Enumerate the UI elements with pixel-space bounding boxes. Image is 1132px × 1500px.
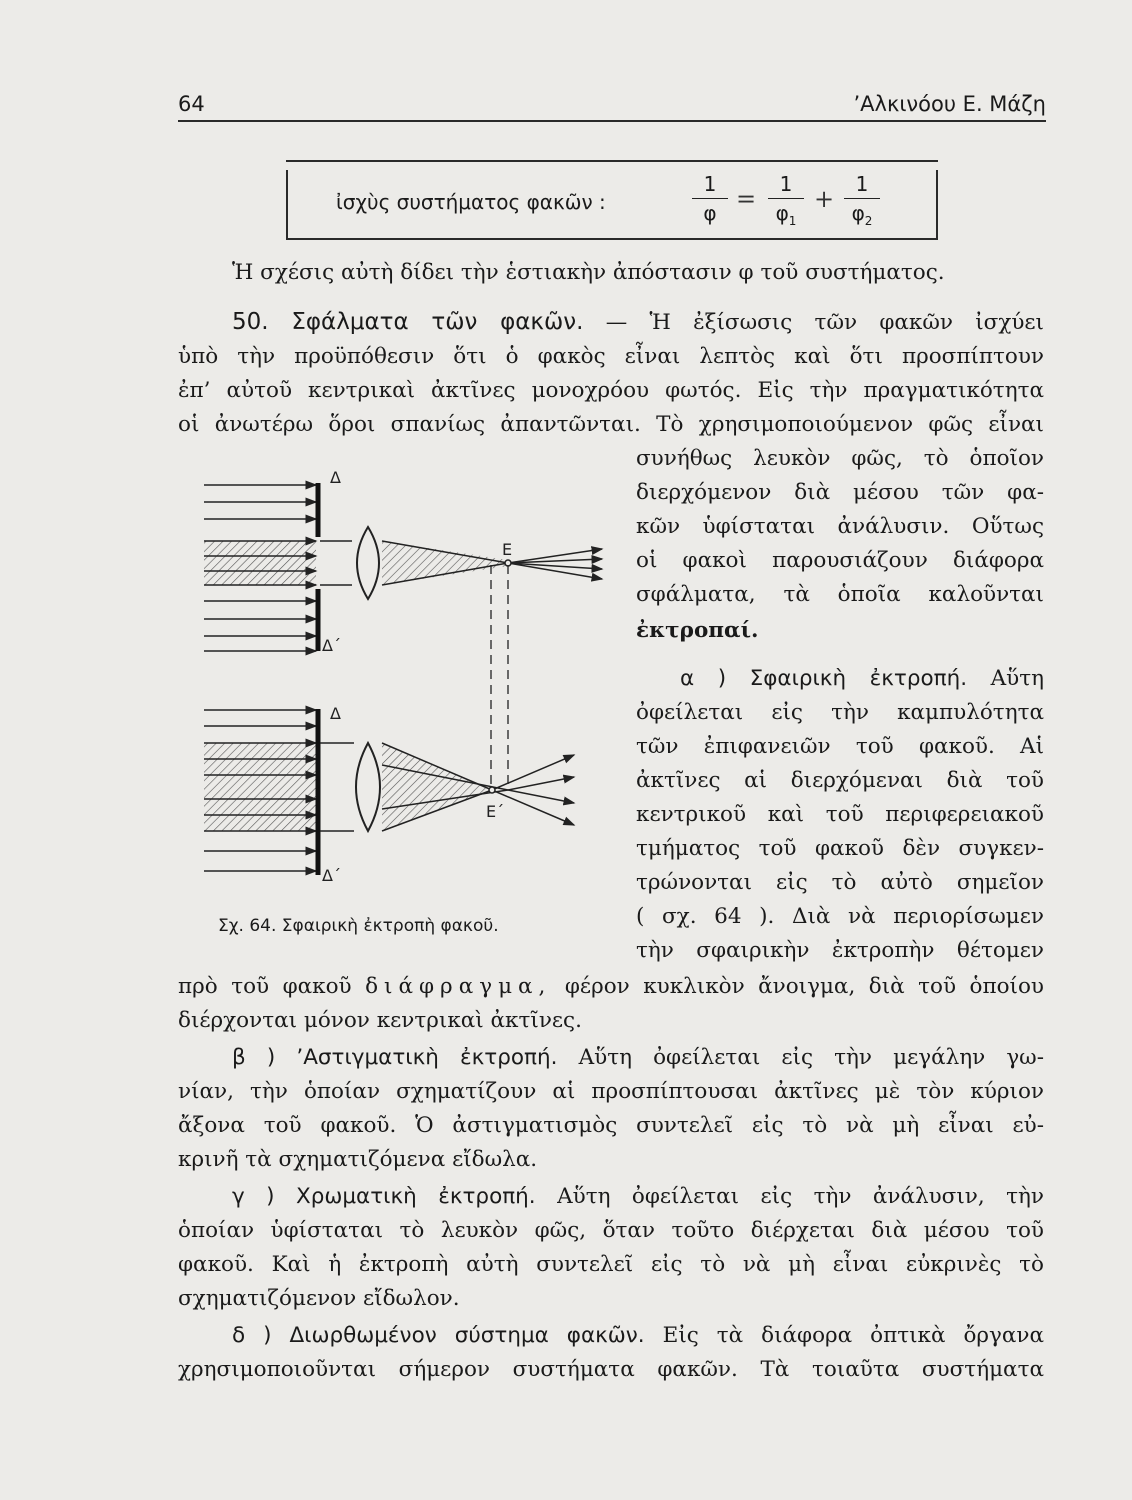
subsection-beta-heading: β ) ’Αστιγματικὴ ἐκτροπή. Αὕτη ὀφείλεται εἰς τὴν μεγάλην γω- [232,1045,1044,1070]
label-E: Ε [502,540,513,559]
fraction-total [692,172,728,225]
figure-spherical-aberration [190,455,620,895]
numerator: 1 [768,172,804,199]
label-D: Δ [330,704,341,723]
column-line: οἱ φακοὶ παρουσιάζουν διάφορα [636,548,1044,573]
numerator: 1 [844,172,880,199]
column-line: τῶν ἐπιφανειῶν τοῦ φακοῦ. Αἱ [636,734,1044,759]
bottom-diagram [204,704,574,885]
focus-point-peripheral [489,787,495,793]
section-heading-line: 50. Σφάλματα τῶν φακῶν. — Ἡ ἐξίσωσις τῶν φακῶν ἰσχύει [232,309,1044,335]
central-beam-hatch [204,541,316,585]
column-line: κεντρικοῦ καὶ τοῦ περιφερειακοῦ [636,802,1044,827]
column-line: ὀφείλεται εἰς τὴν καμπυλότητα [636,700,1044,725]
fraction-first-lens [768,172,804,228]
denominator: φ [703,201,717,225]
paragraph-line: χρησιμοποιοῦνται σήμερον συστήματα φακῶν. Τὰ τοιαῦτα συστήματα [178,1357,1044,1382]
paragraph-line: διέρχονται μόνον κεντρικαὶ ἀκτῖνες. [178,1008,582,1033]
column-line: συνήθως λευκὸν φῶς, τὸ ὁποῖον [636,446,1044,471]
lens [357,527,379,599]
page-header [178,90,1046,122]
intro-line: Ἡ σχέσις αὐτὴ δίδει τὴν ἑστιακὴν ἀπόστασιν φ τοῦ συστήματος. [232,260,945,285]
column-line: σφάλματα, τὰ ὁποῖα καλοῦνται [636,582,1044,607]
column-line: ἀκτῖνες αἱ διερχόμεναι διὰ τοῦ [636,768,1044,793]
paragraph-line: οἱ ἀνωτέρω ὅροι σπανίως ἀπαντῶνται. Τὸ χρησιμοποιούμενον φῶς εἶναι [178,412,1044,437]
term-ektropai: ἐκτροπαί. [636,618,759,643]
equals-sign: = [736,185,757,213]
paragraph-line: κρινῆ τὰ σχηματιζόμενα εἴδωλα. [178,1147,538,1172]
paragraph-line: νίαν, τὴν ὁποίαν σχηματίζουν αἱ προσπίπτουσαι ἀκτῖνες μὲ τὸν κύριον [178,1079,1044,1104]
paragraph-line: ὑπὸ τὴν προϋπόθεσιν ὅτι ὁ φακὸς εἶναι λεπτὸς καὶ ὅτι προσπίπτουν [178,344,1044,369]
column-line: ( σχ. 64 ). Διὰ νὰ περιορίσωμεν [636,904,1044,929]
column-line: διερχόμενον διὰ μέσου τῶν φα- [636,480,1044,505]
plus-sign: + [814,185,835,213]
paragraph-line: σχηματιζόμενον εἴδωλον. [178,1286,460,1311]
column-line: τὴν σφαιρικὴν ἐκτροπὴν θέτομεν [636,938,1044,963]
converging-beam-hatch [382,743,492,831]
paragraph-line: ἄξονα τοῦ φακοῦ. Ὁ ἀστιγματισμὸς συντελεῖ εἰς τὸ νὰ μὴ εἶναι εὐ- [178,1113,1044,1138]
formula-label: ἰσχὺς συστήματος φακῶν : [336,190,606,214]
paragraph-line: πρὸ τοῦ φακοῦ διάφραγμα, φέρον κυκλικὸν ἄνοιγμα, διὰ τοῦ ὁποίου [178,974,1044,999]
label-D-prime: Δ΄ [322,636,341,655]
lens [356,743,380,831]
numerator: 1 [692,172,728,199]
fraction-second-lens [844,172,880,228]
full-beam-hatch [204,743,316,831]
converging-beam-hatch [382,541,508,585]
label-E-prime: Ε΄ [486,802,505,821]
paragraph-line: ὁποίαν ὑφίσταται τὸ λευκὸν φῶς, ὅταν τοῦτο διέρχεται διὰ μέσου τοῦ [178,1218,1044,1243]
paragraph-line: φακοῦ. Καὶ ἡ ἐκτροπὴ αὐτὴ συντελεῖ εἰς τὸ νὰ μὴ εἶναι εὐκρινὲς τὸ [178,1252,1044,1277]
denominator: $\varphi_1$ [775,201,797,228]
figure-caption: Σχ. 64. Σφαιρικὴ ἐκτροπὴ φακοῦ. [218,916,499,936]
denominator: $\varphi_2$ [851,201,873,228]
top-diagram [204,468,602,655]
column-line: τμήματος τοῦ φακοῦ δὲν συγκεν- [636,836,1044,861]
formula-box [286,160,938,240]
section-heading: 50. Σφάλματα τῶν φακῶν. [232,309,584,335]
running-author: ’Αλκινόου Ε. Μάζη [853,92,1046,116]
label-D: Δ [330,468,341,487]
paragraph-line: ἐπ’ αὐτοῦ κεντρικαὶ ἀκτῖνες μονοχρόου φωτός. Εἰς τὴν πραγματικότητα [178,378,1044,403]
label-D-prime: Δ΄ [322,866,341,885]
column-line: τρώνονται εἰς τὸ αὐτὸ σημεῖον [636,870,1044,895]
subsection-alpha-heading: α ) Σφαιρικὴ ἐκτροπή. Αὕτη [680,666,1044,691]
subsection-gamma-heading: γ ) Χρωματικὴ ἐκτροπή. Αὕτη ὀφείλεται εἰς τὴν ἀνάλυσιν, τὴν [232,1184,1044,1209]
column-line: κῶν ὑφίσταται ἀνάλυσιν. Οὕτως [636,514,1044,539]
subsection-delta-heading: δ ) Διωρθωμένον σύστημα φακῶν. Εἰς τὰ διάφορα ὀπτικὰ ὄργανα [232,1323,1044,1348]
page-number: 64 [178,92,205,116]
